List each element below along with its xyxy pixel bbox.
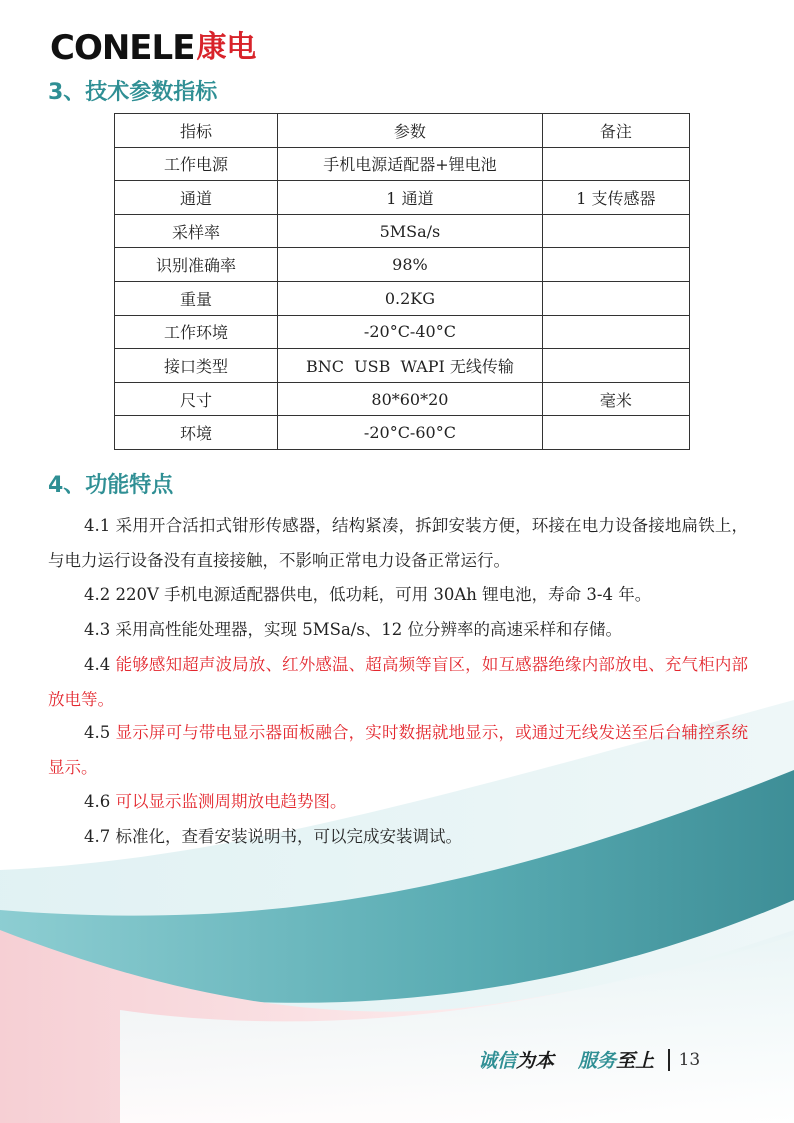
table-cell	[542, 281, 689, 315]
table-cell: 环境	[115, 416, 278, 450]
table-cell: 98%	[278, 248, 543, 282]
table-row	[115, 214, 690, 248]
table-cell	[542, 147, 689, 181]
table-cell: 手机电源适配器+锂电池	[278, 147, 543, 181]
table-cell: 工作环境	[115, 315, 278, 349]
feature-text: 220V 手机电源适配器供电，低功耗，可用 30Ah 锂电池，寿命 3-4 年。	[115, 585, 652, 604]
table-cell: BNC USB WAPI 无线传输	[278, 349, 543, 383]
table-cell: 接口类型	[115, 349, 278, 383]
table-cell: 毫米	[542, 382, 689, 416]
table-row	[115, 416, 690, 450]
feature-text: 采用开合活扣式钳形传感器，结构紧凑，拆卸安装方便，环接在电力设备接地扁铁上，与电力运行设备没有直接接触，不影响正常电力设备正常运行。	[48, 516, 748, 570]
feature-number: 4.7	[84, 827, 111, 846]
table-cell: 通道	[115, 181, 278, 215]
feature-item-4-6	[48, 785, 748, 820]
feature-item-4-3	[48, 613, 748, 648]
table-cell	[542, 416, 689, 450]
table-header-cell: 指标	[115, 114, 278, 148]
table-cell: 0.2KG	[278, 281, 543, 315]
feature-item-4-5	[48, 716, 748, 785]
table-cell: 采样率	[115, 214, 278, 248]
table-cell: 1 支传感器	[542, 181, 689, 215]
feature-number: 4.6	[84, 792, 111, 811]
feature-text: 标准化，查看安装说明书，可以完成安装调试。	[115, 827, 462, 846]
table-cell: 识别准确率	[115, 248, 278, 282]
company-logo	[50, 28, 256, 68]
feature-number: 4.3	[84, 620, 111, 639]
table-cell: 1 通道	[278, 181, 543, 215]
table-header-cell: 参数	[278, 114, 543, 148]
table-header-row	[115, 114, 690, 148]
table-cell	[542, 214, 689, 248]
slogan-part: 诚信	[478, 1050, 517, 1072]
page-number: 13	[678, 1049, 701, 1070]
feature-number: 4.5	[84, 723, 111, 742]
feature-text: 能够感知超声波局放、红外感温、超高频等盲区，如互感器绝缘内部放电、充气柜内部放电等。	[48, 655, 748, 709]
slogan-part: 服务	[578, 1050, 617, 1072]
table-cell	[542, 248, 689, 282]
feature-text: 采用高性能处理器，实现 5MSa/s、12 位分辨率的高速采样和存储。	[115, 620, 623, 639]
logo-chinese: 康电	[196, 30, 257, 65]
feature-text: 显示屏可与带电显示器面板融合，实时数据就地显示，或通过无线发送至后台辅控系统显示。	[48, 723, 748, 777]
feature-item-4-4	[48, 648, 748, 717]
slogan-part: 为本	[516, 1050, 555, 1072]
table-cell: 80*60*20	[278, 382, 543, 416]
table-row	[115, 147, 690, 181]
table-row	[115, 281, 690, 315]
spec-table	[114, 113, 690, 450]
table-cell: 重量	[115, 281, 278, 315]
table-cell	[542, 349, 689, 383]
table-row	[115, 349, 690, 383]
table-cell: -20°C-60°C	[278, 416, 543, 450]
table-header-cell: 备注	[542, 114, 689, 148]
table-row	[115, 382, 690, 416]
feature-number: 4.1	[84, 516, 111, 535]
page-footer	[478, 1046, 700, 1073]
feature-number: 4.2	[84, 585, 111, 604]
logo-wordmark: CONELE	[50, 28, 195, 68]
footer-divider	[668, 1049, 670, 1071]
table-cell: -20°C-40°C	[278, 315, 543, 349]
table-cell	[542, 315, 689, 349]
feature-number: 4.4	[84, 655, 111, 674]
table-cell: 工作电源	[115, 147, 278, 181]
feature-item-4-1	[48, 509, 748, 578]
feature-item-4-7	[48, 820, 748, 855]
table-row	[115, 181, 690, 215]
section-4-title: 4、功能特点	[48, 473, 174, 498]
table-cell: 5MSa/s	[278, 214, 543, 248]
section-3-title: 3、技术参数指标	[48, 80, 218, 105]
feature-text: 可以显示监测周期放电趋势图。	[115, 792, 347, 811]
feature-item-4-2	[48, 578, 748, 613]
table-row	[115, 248, 690, 282]
table-cell: 尺寸	[115, 382, 278, 416]
slogan-part: 至上	[616, 1050, 655, 1072]
table-row	[115, 315, 690, 349]
